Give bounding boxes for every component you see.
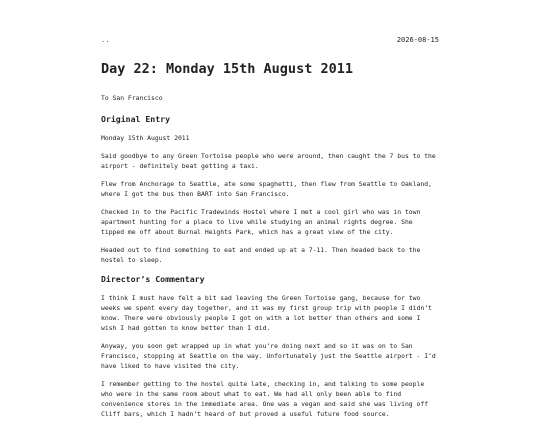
entry-paragraph: Headed out to find something to eat and ended up at a 7-11. Then headed back to the hostel to sleep. [101,246,421,264]
commentary-paragraph: Anyway, you soon get wrapped up in what you’re doing next and so it was on to San Francisco, stopping at Seattle on the way. Unfortunately just the Seattle airport - I’d have liked to have visited the city. [101,342,436,370]
page-subtitle: To San Francisco [101,94,163,102]
article [101,58,439,427]
header-date: 2026-08-15 [396,36,439,44]
commentary-paragraph: I remember getting to the hostel quite late, checking in, and talking to some people who were in the same room about what to eat. We had all only been able to find convenience stores in the immediate area. One was a vegan and said she was living off Cliff bars, which I hadn’t heard of but proved a useful future food source. [101,380,429,418]
original-entry-section [101,113,439,265]
directors-commentary-heading: Director’s Commentary [101,274,205,284]
top-bar [101,35,439,45]
parent-directory-link[interactable]: .. [101,36,110,44]
entry-date-paragraph: Monday 15th August 2011 [101,134,190,142]
directors-commentary-section [101,273,439,419]
page-title: Day 22: Monday 15th August 2011 [101,61,353,77]
entry-paragraph: Flew from Anchorage to Seattle, ate some spaghetti, then flew from Seattle to Oakland, where I got the bus then BART into San Francisco. [101,180,432,198]
original-entry-heading: Original Entry [101,114,171,124]
commentary-paragraph: I think I must have felt a bit sad leaving the Green Tortoise gang, because for two weeks we spent every day together, and it was my first group trip with people I didn’t know. There were obviously people I got on with a lot better than others and some I wish I had gotten to know better than I did. [101,294,432,332]
entry-paragraph: Said goodbye to any Green Tortoise people who were around, then caught the 7 bus to the airport - definitely beat getting a taxi. [101,152,436,170]
entry-paragraph: Checked in to the Pacific Tradewinds Hostel where I met a cool girl who was in town apartment hunting for a place to live while studying an animal rights degree. She tipped me off about Burnal Heights Park, which has a great view of the city. [101,208,421,236]
